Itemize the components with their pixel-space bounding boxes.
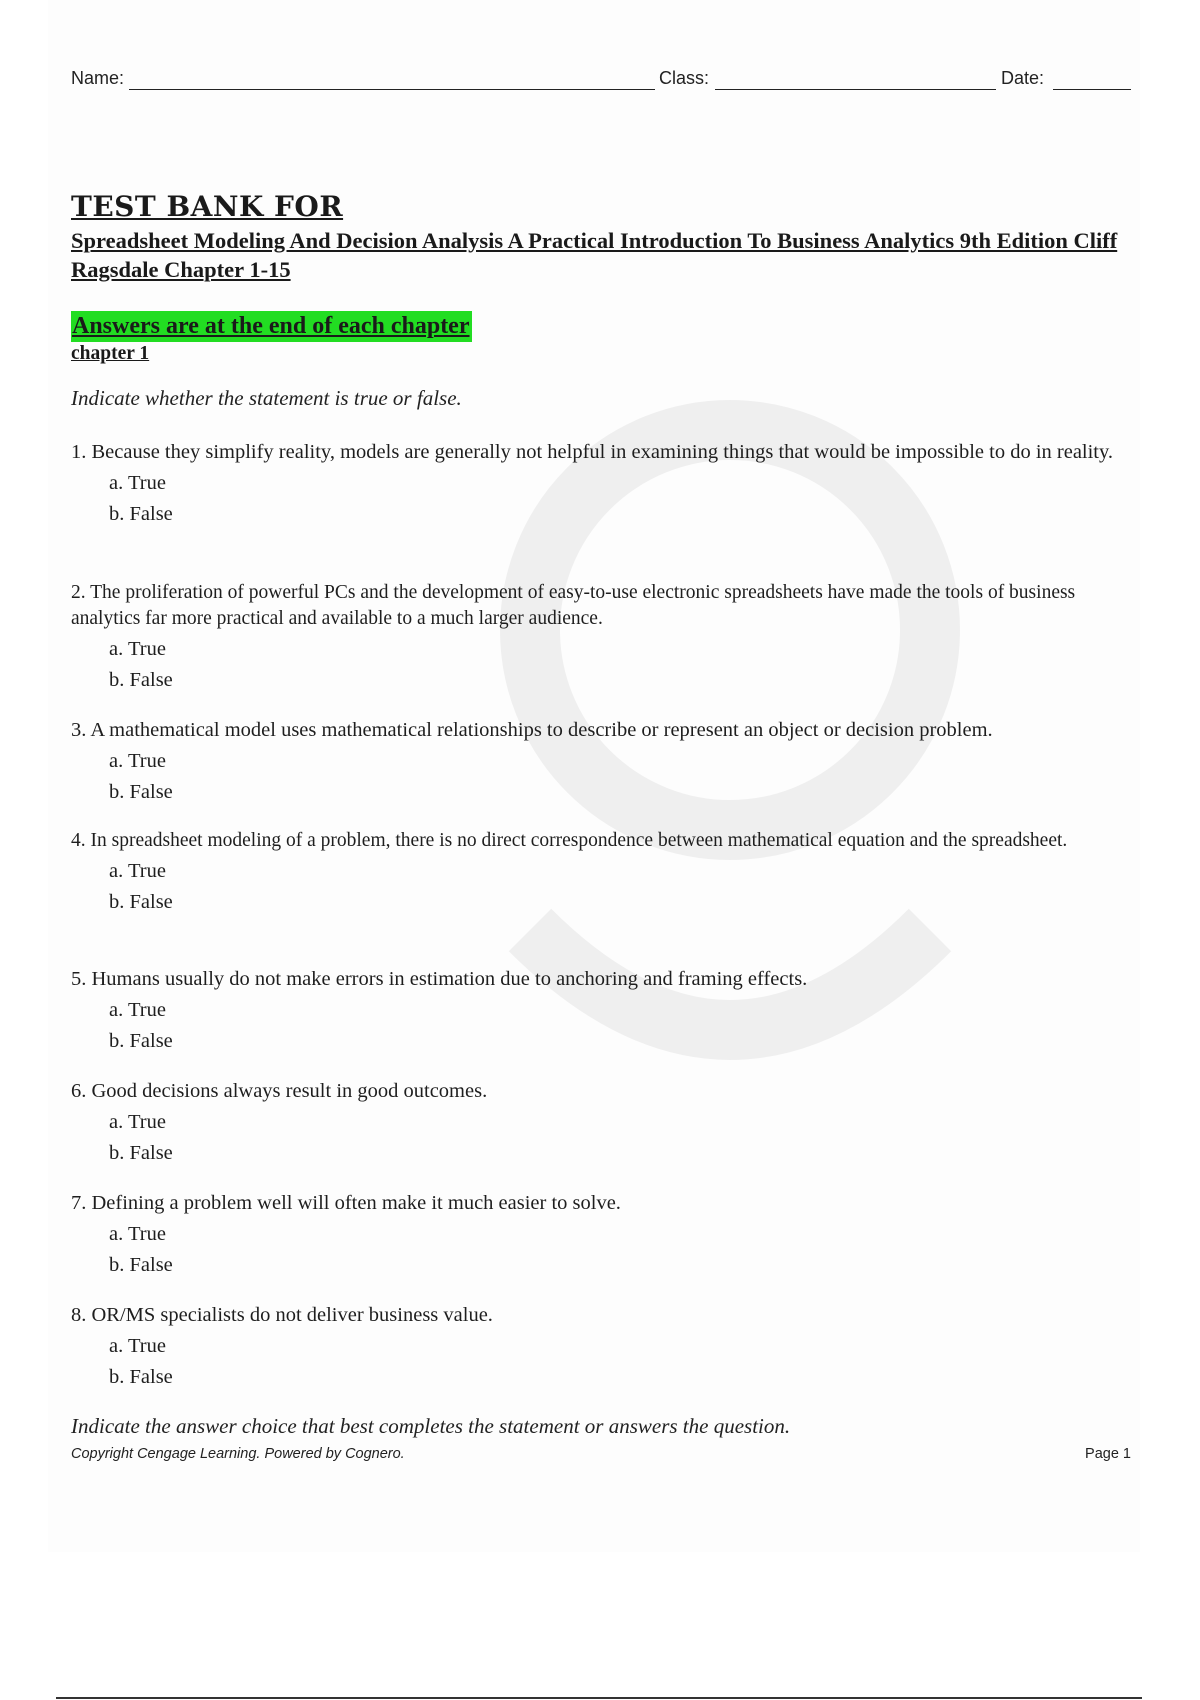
question-text: 8. OR/MS specialists do not deliver business value. [71,1304,493,1326]
bottom-divider [56,1697,1142,1699]
title-block [71,190,1131,284]
question-text: 7. Defining a problem well will often make it much easier to solve. [71,1192,621,1214]
chapter-label: chapter 1 [71,343,150,364]
option-true[interactable]: a. True [109,472,166,494]
question-text: 5. Humans usually do not make errors in estimation due to anchoring and framing effects. [71,968,808,990]
answers-banner: Answers are at the end of each chapter [71,311,472,342]
question-text: 4. In spreadsheet modeling of a problem, there is no direct correspondence between mathematical equation and the spreadsheet. [71,830,1068,851]
question-6 [71,1078,1131,1167]
option-false[interactable]: b. False [109,1030,173,1052]
question-8 [71,1302,1131,1391]
option-true[interactable]: a. True [109,860,166,882]
copyright-text: Copyright Cengage Learning. Powered by Cognero. [71,1446,405,1462]
class-label: Class: [659,68,710,88]
question-text: 6. Good decisions always result in good outcomes. [71,1080,488,1102]
date-field-line [1053,89,1131,90]
option-true[interactable]: a. True [109,750,166,772]
class-field-line [715,89,996,90]
test-bank-heading: TEST BANK FOR [71,190,344,223]
name-label: Name: [71,68,125,88]
option-false[interactable]: b. False [109,669,173,691]
page-number: Page 1 [1085,1446,1131,1462]
date-label: Date: [1001,68,1045,88]
option-true[interactable]: a. True [109,999,166,1021]
question-text: 2. The proliferation of powerful PCs and the development of easy-to-use electronic spreadsheets have made the tools of business analytics far more practical and available to a much larger audience. [71,582,1076,629]
option-true[interactable]: a. True [109,638,166,660]
name-field-line [129,89,655,90]
question-4 [71,828,1131,916]
question-7 [71,1190,1131,1279]
question-text: 1. Because they simplify reality, models are generally not helpful in examining things that would be impossible to do in reality. [71,441,1114,463]
option-true[interactable]: a. True [109,1335,166,1357]
option-false[interactable]: b. False [109,781,173,803]
option-false[interactable]: b. False [109,503,173,525]
instruction-multiple-choice: Indicate the answer choice that best completes the statement or answers the question. [71,1414,791,1438]
option-false[interactable]: b. False [109,891,173,913]
option-false[interactable]: b. False [109,1366,173,1388]
option-false[interactable]: b. False [109,1254,173,1276]
form-header [71,68,1131,94]
option-true[interactable]: a. True [109,1223,166,1245]
question-1 [71,439,1131,528]
question-2 [71,580,1131,694]
option-false[interactable]: b. False [109,1142,173,1164]
book-title: Spreadsheet Modeling And Decision Analysis A Practical Introduction To Business Analytics 9th Edition Cliff Ragsdale Chapter 1-15 [71,228,1118,282]
instruction-true-false: Indicate whether the statement is true or false. [71,386,462,410]
option-true[interactable]: a. True [109,1111,166,1133]
question-3 [71,717,1131,806]
question-text: 3. A mathematical model uses mathematical relationships to describe or represent an object or decision problem. [71,719,993,741]
question-5 [71,966,1131,1055]
